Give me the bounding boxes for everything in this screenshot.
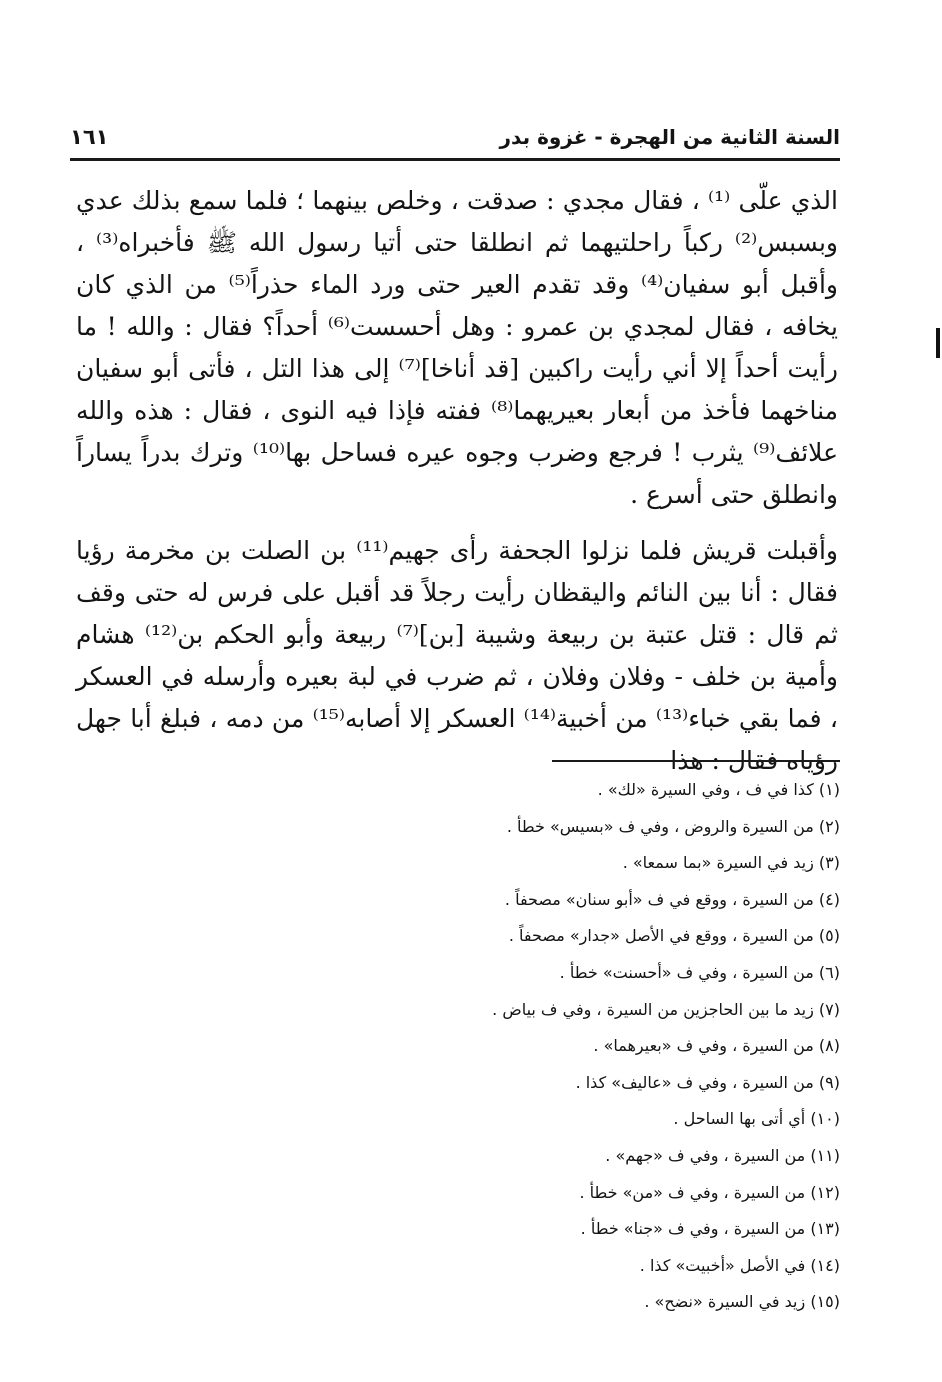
running-title: السنة الثانية من الهجرة - غزوة بدر [499, 125, 840, 149]
footnote-item: (١٥) زيد في السيرة «نضح» . [644, 1292, 840, 1312]
footnote-item: (١) كذا في ف ، وفي السيرة «لك» . [597, 780, 840, 799]
footnote-item: (١٣) من السيرة ، وفي ف «جنا» خطأ . [580, 1219, 840, 1239]
footnote-item: (٥) من السيرة ، ووقع في الأصل «جدار» مصحفاً . [508, 926, 840, 946]
footnotes-list [300, 772, 840, 1321]
footnote-item: (٦) من السيرة ، وفي ف «أحسنت» خطأ . [559, 962, 840, 982]
header-rule [70, 158, 840, 161]
footnote-item: (١٠) أي أتى بها الساحل . [673, 1109, 840, 1129]
footnote-item: (٧) زيد ما بين الحاجزين من السيرة ، وفي ف بياض . [492, 999, 840, 1019]
footnote-item: (١٤) في الأصل «أخبيت» كذا . [639, 1255, 840, 1275]
main-text [76, 180, 838, 782]
footnote-item: (٣) زيد في السيرة «بما سمعا» . [622, 853, 840, 873]
footnote-item: (٩) من السيرة ، وفي ف «عاليف» كذا . [575, 1072, 840, 1092]
page-header [70, 122, 840, 158]
page-number: ١٦١ [70, 125, 109, 149]
body-paragraph: وأقبلت قريش فلما نزلوا الجحفة رأى جهيم⁽¹¹⁾ بن الصلت بن مخرمة رؤيا فقال : أنا بين النائم واليقظان رأيت رجلاً قد أقبل على فرس له حتى وقف ثم قال : قتل عتبة بن ربيعة وشيبة [بن]⁽⁷⁾ ربيعة وأبو الحكم بن⁽¹²⁾ هشام وأمية بن خلف - وفلان وفلان ، ثم ضرب في لبة بعيره وأرسله في العسكر ، فما بقي خباء⁽¹³⁾ من أخبية⁽¹⁴⁾ العسكر إلا أصابه⁽¹⁵⁾ من دمه ، فبلغ أبا جهل رؤياه فقال : هذا [76, 536, 839, 775]
footnote-item: (٢) من السيرة والروض ، وفي ف «بسيس» خطأ . [506, 816, 840, 836]
footnote-separator [552, 760, 840, 762]
footnote-item: (٨) من السيرة ، وفي ف «بعيرهما» . [593, 1036, 840, 1056]
footnote-item: (١١) من السيرة ، وفي ف «جهم» . [605, 1145, 840, 1165]
body-paragraph: الذي علّى ⁽¹⁾ ، فقال مجدي : صدقت ، وخلص بينهما ؛ فلما سمع بذلك عدي وبسبس⁽²⁾ ركباً راحلتيهما ثم انطلقا حتى أتيا رسول الله ﷺ فأخبراه⁽³⁾ ، وأقبل أبو سفيان⁽⁴⁾ وقد تقدم العير حتى ورد الماء حذراً⁽⁵⁾ من الذي كان يخافه ، فقال لمجدي بن عمرو : وهل أحسست⁽⁶⁾ أحداً؟ فقال : والله ! ما رأيت أحداً إلا أني رأيت راكبين [قد أناخا]⁽⁷⁾ إلى هذا التل ، فأتى أبو سفيان مناخهما فأخذ من أبعار بعيريهما⁽⁸⁾ ففته فإذا فيه النوى ، فقال : هذه والله علائف⁽⁹⁾ يثرب ! فرجع وضرب وجوه عيره فساحل بها⁽¹⁰⁾ وترك بدراً يساراً وانطلق حتى أسرع . [76, 186, 839, 509]
scan-margin-mark [936, 328, 940, 358]
footnote-item: (١٢) من السيرة ، وفي ف «من» خطأ . [579, 1182, 840, 1202]
footnote-item: (٤) من السيرة ، ووقع في ف «أبو سنان» مصحفاً . [504, 889, 840, 909]
